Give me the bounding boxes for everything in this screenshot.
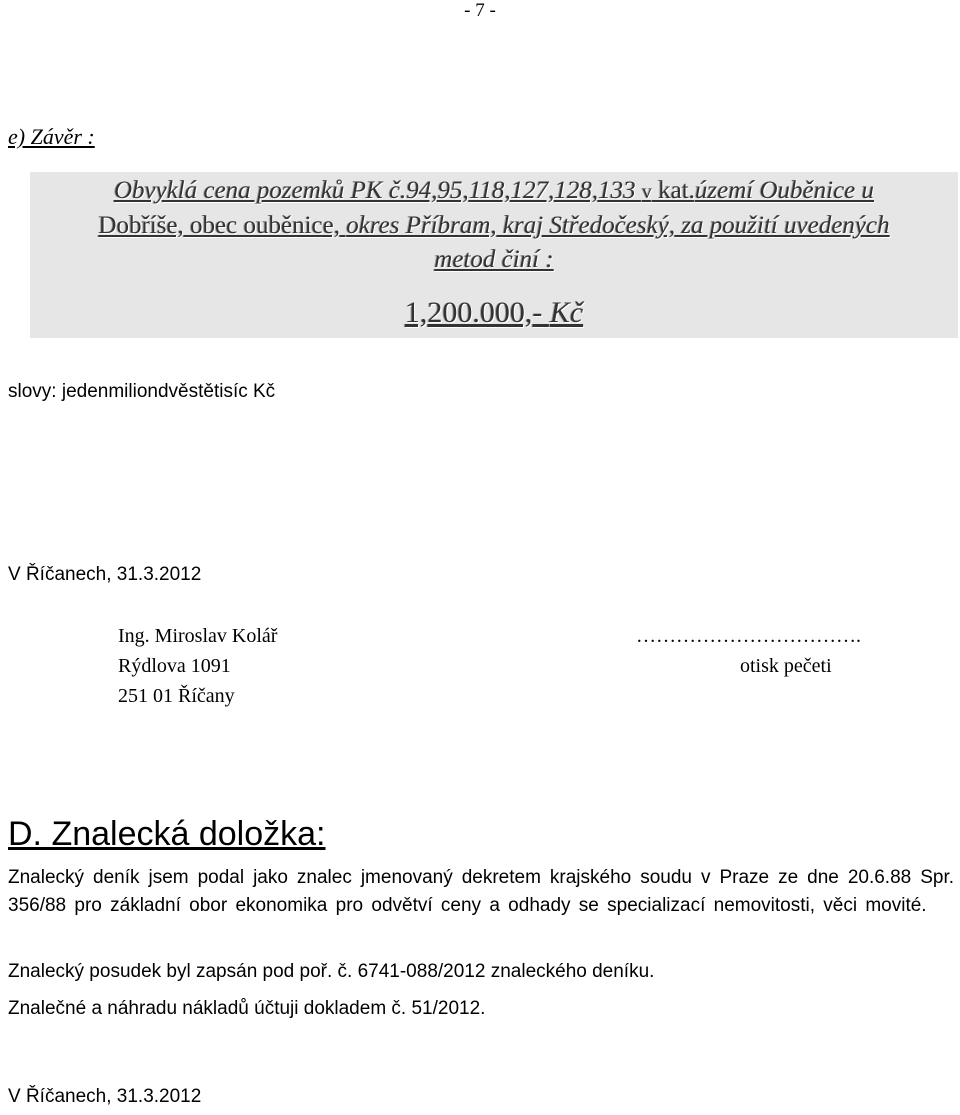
conclusion-line-1b: v xyxy=(641,181,652,203)
conclusion-text xyxy=(30,172,958,277)
conclusion-heading: e) Závěr : xyxy=(8,124,95,149)
conclusion-line-2a: Dobříše, obec ouběnice, xyxy=(98,212,347,239)
signature-name: Ing. Miroslav Kolář xyxy=(118,625,278,647)
conclusion-line-3: metod činí : xyxy=(434,246,554,273)
price-value xyxy=(30,296,958,330)
conclusion-line-1a: Obvyklá cena pozemků PK č.94,95,118,127,128,133 xyxy=(113,177,642,204)
conclusion-line-2 xyxy=(30,209,958,243)
expert-clause-heading: D. Znalecká doložka: xyxy=(8,815,326,853)
conclusion-line-2b: okres Příbram, kraj Středočeský, za použití uvedených xyxy=(346,212,890,239)
price-currency: Kč xyxy=(549,296,584,329)
conclusion-line-1d: území Ouběnice u xyxy=(694,177,875,204)
amount-in-words: slovy: jedenmiliondvěstětisíc Kč xyxy=(8,381,276,402)
place-date-bottom: V Říčanech, 31.3.2012 xyxy=(8,1086,202,1107)
conclusion-line-1c: kat. xyxy=(651,177,695,204)
signature-street: Rýdlova 1091 xyxy=(118,655,231,677)
conclusion-box xyxy=(30,172,958,338)
place-date-top: V Říčanech, 31.3.2012 xyxy=(8,564,202,585)
signature-dots: ……………………………. xyxy=(636,625,861,647)
page-number: - 7 - xyxy=(464,0,496,21)
signature-city: 251 01 Říčany xyxy=(118,685,235,707)
expert-clause-paragraph-3: Znalečné a náhradu nákladů účtuji dokladem č. 51/2012. xyxy=(8,998,486,1019)
expert-clause-paragraph-1: Znalecký deník jsem podal jako znalec jmenovaný dekretem krajského soudu v Praze ze dne 20.6.88 Spr. 356/88 pro základní obor ekonomika pro odvětví ceny a odhady se specializací nemovitosti, věci movité. xyxy=(8,867,954,916)
stamp-label: otisk pečeti xyxy=(740,655,832,677)
conclusion-line-1 xyxy=(30,174,958,209)
expert-clause-paragraph-2: Znalecký posudek byl zapsán pod poř. č. 6741-088/2012 znaleckého deníku. xyxy=(8,961,655,982)
price-amount: 1,200.000,- xyxy=(404,296,550,329)
